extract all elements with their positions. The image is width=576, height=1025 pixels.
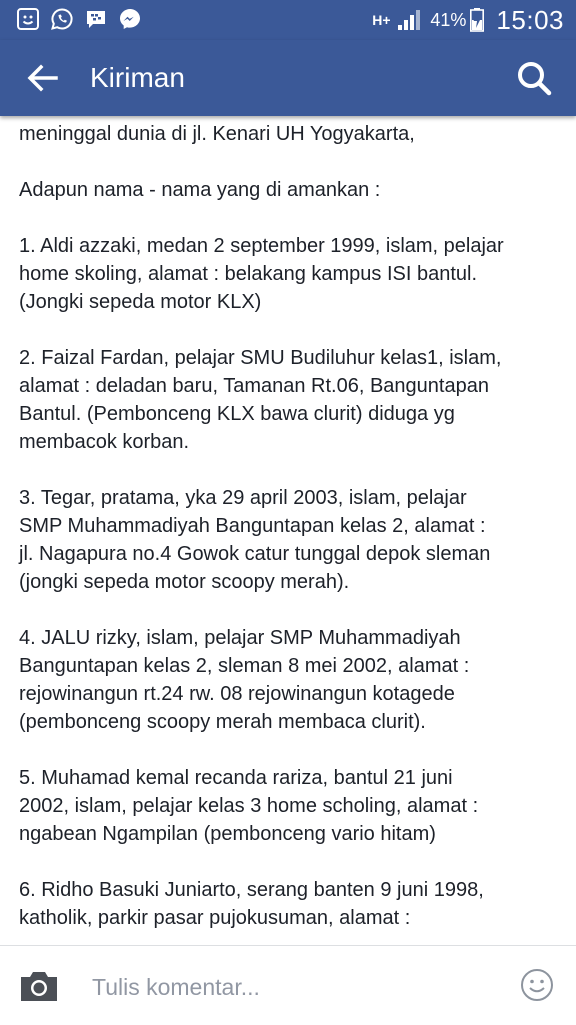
bbm-icon	[84, 7, 108, 31]
comment-bar	[0, 945, 576, 1025]
post-paragraph: 5. Muhamad kemal recanda rariza, bantul 21 juni 2002, islam, pelajar kelas 3 home scholing, alamat : ngabean Ngampilan (pembonceng vario hitam)	[19, 767, 479, 845]
signal-icon	[396, 8, 422, 32]
post-paragraph: Adapun nama - nama yang di amankan :	[19, 179, 381, 201]
post-paragraph: 4. JALU rizky, islam, pelajar SMP Muhammadiyah Banguntapan kelas 2, sleman 8 mei 2002, alamat : rejowinangun rt.24 rw. 08 rejowinangun kotagede (pembonceng scoopy merah membaca clurit).	[19, 627, 470, 733]
page-title: Kiriman	[90, 62, 185, 93]
post-paragraph: meninggal dunia di jl. Kenari UH Yogyakarta,	[19, 123, 415, 145]
whatsapp-icon	[50, 7, 74, 31]
status-indicators	[370, 0, 564, 40]
post-text	[19, 92, 565, 960]
network-type: H+	[372, 12, 391, 28]
post-paragraph: 6. Ridho Basuki Juniarto, serang banten 9 juni 1998, katholik, parkir pasar pujokusuman, alamat :	[19, 879, 484, 929]
status-bar	[0, 0, 576, 40]
search-icon[interactable]	[514, 58, 554, 98]
post-paragraph: 3. Tegar, pratama, yka 29 april 2003, islam, pelajar SMP Muhammadiyah Banguntapan kelas 2, alamat : jl. Nagapura no.4 Gowok catur tunggal depok sleman (jongki sepeda motor scoopy merah).	[19, 487, 491, 593]
post-paragraph: 1. Aldi azzaki, medan 2 september 1999, islam, pelajar home skoling, alamat : belakang kampus ISI bantul. (Jongki sepeda motor KLX)	[19, 235, 504, 313]
post-content[interactable]	[0, 116, 576, 945]
battery-charging-icon	[470, 8, 484, 32]
emoji-notification-icon	[16, 7, 40, 31]
post-paragraph: 2. Faizal Fardan, pelajar SMU Budiluhur kelas1, islam, alamat : deladan baru, Tamanan Rt.06, Banguntapan Bantul. (Pembonceng KLX bawa clurit) diduga yg membacok korban.	[19, 347, 502, 453]
app-bar	[0, 40, 576, 116]
smiley-icon[interactable]	[520, 968, 554, 1002]
battery-percent: 41%	[430, 9, 467, 30]
comment-input[interactable]	[90, 966, 504, 1008]
notification-icons	[16, 7, 142, 31]
messenger-icon	[118, 7, 142, 31]
camera-icon[interactable]	[18, 968, 60, 1004]
arrow-left-icon[interactable]	[22, 58, 62, 98]
clock: 15:03	[496, 4, 564, 35]
